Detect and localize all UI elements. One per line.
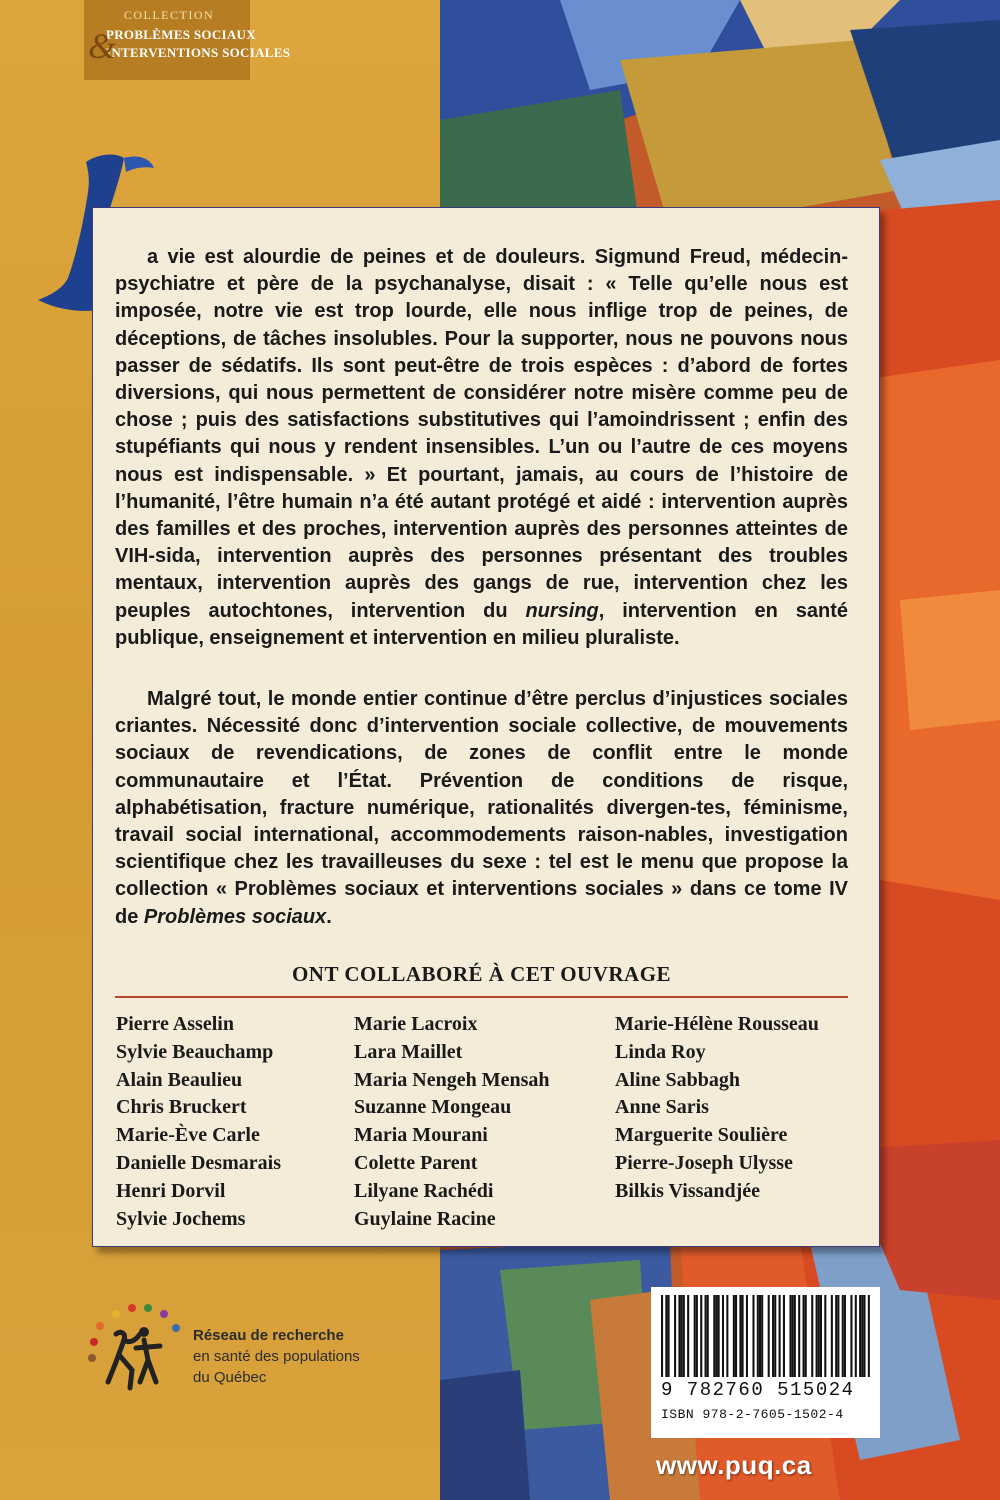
barcode-bar <box>768 1295 770 1377</box>
collaborators-rule <box>115 996 848 998</box>
collaborator-name: Pierre-Joseph Ulysse <box>615 1151 793 1174</box>
barcode-bar <box>696 1295 698 1377</box>
barcode-bar <box>674 1295 676 1377</box>
barcode-bars <box>661 1295 870 1377</box>
body-paragraph-1 <box>115 244 848 652</box>
barcode-bar <box>789 1295 791 1377</box>
collaborator-name: Marguerite Soulière <box>615 1124 788 1147</box>
collaborator-name: Lilyane Rachédi <box>354 1179 494 1202</box>
barcode-bar <box>681 1295 683 1377</box>
collaborator-name: Anne Saris <box>615 1096 709 1119</box>
barcode-bar <box>835 1295 837 1377</box>
collection-label: COLLECTION <box>123 8 215 22</box>
collaborator-name: Lara Maillet <box>354 1040 463 1063</box>
barcode-bar <box>811 1295 813 1377</box>
barcode-bar <box>707 1295 709 1377</box>
collaborators-column-1 <box>116 1011 281 1233</box>
nursing-word: nursing <box>525 599 599 622</box>
collaborator-name: Pierre Asselin <box>116 1013 234 1035</box>
network-name-line-1: Réseau de recherche <box>193 1327 344 1344</box>
network-name-line-3: du Québec <box>193 1369 267 1386</box>
paragraph-1-text: a vie est alourdie de peines et de douleurs. Sigmund Freud, médecin-psychiatre et père de la psychanalyse, disait : « Telle qu’elle nous est imposée, notre vie est trop lourde, elle nous inflige trop de peines, de déceptions, de tâches insolubles. Pour la supporter, nous ne pouvons nous passer de sédatifs. Ils sont peut-être de trois espèces : d’abord de fortes diversions, qui nous permettent de considérer notre misère comme peu de chose ; puis des satisfactions substitutives qui l’amoindrissent ; enfin des stupéfiants qui nous y rendent insensibles. L’un ou l’autre de ces moyens nous est indispensable. » Et pourtant, jamais, au cours de l’histoire de l’humanité, l’être humain n’a été autant protégé et aidé : intervention auprès des familles et des proches, intervention auprès des personnes atteintes de VIH-sida, intervention auprès des personnes présentant des troubles mentaux, intervention auprès des gangs de rue, intervention chez les peuples autochtones, intervention du <box>115 246 848 622</box>
barcode-bar <box>803 1295 805 1377</box>
collaborator-name: Aline Sabbagh <box>615 1068 741 1091</box>
barcode-bar <box>774 1295 776 1377</box>
barcode-bar <box>705 1295 707 1377</box>
barcode-bar <box>850 1295 852 1377</box>
barcode-bar <box>794 1295 796 1377</box>
barcode-bar <box>722 1295 724 1377</box>
barcode-bar <box>665 1295 667 1377</box>
barcode-bar <box>772 1295 774 1377</box>
collaborator-name: Chris Bruckert <box>116 1096 247 1119</box>
collaborator-name: Bilkis Vissandjée <box>615 1179 761 1202</box>
barcode-bar <box>816 1295 818 1377</box>
collaborator-name: Suzanne Mongeau <box>354 1096 512 1119</box>
collaborator-name: Maria Mourani <box>354 1124 488 1147</box>
collaborator-name: Sylvie Beauchamp <box>116 1040 274 1063</box>
barcode-bar <box>713 1295 715 1377</box>
paragraph-2-end: . <box>326 905 332 928</box>
people-network-icon <box>86 1300 186 1400</box>
collaborator-name: Sylvie Jochems <box>116 1207 246 1230</box>
isbn-number: ISBN 978-2-7605-1502-4 <box>661 1407 844 1422</box>
network-name-line-2: en santé des populations <box>193 1348 360 1365</box>
barcode-bar <box>726 1295 728 1377</box>
collaborators-column-3 <box>615 1011 819 1206</box>
barcode-bar <box>687 1295 689 1377</box>
barcode-bar <box>739 1295 741 1377</box>
collaborator-name: Marie-Ève Carle <box>116 1124 260 1147</box>
barcode-bar <box>861 1295 863 1377</box>
barcode-bar <box>735 1295 737 1377</box>
collection-badge <box>84 0 291 80</box>
barcode-bar <box>863 1295 865 1377</box>
collection-title-line-1: PROBLÈMES SOCIAUX <box>106 27 256 42</box>
barcode-bar <box>844 1295 846 1377</box>
barcode-bar <box>668 1295 670 1377</box>
barcode-bar <box>661 1295 663 1377</box>
barcode-bar <box>752 1295 754 1377</box>
barcode-bar <box>792 1295 794 1377</box>
collection-title-line-2: INTERVENTIONS SOCIALES <box>106 45 291 60</box>
barcode-number: 9 782760 515024 <box>661 1379 855 1401</box>
barcode-bar <box>733 1295 735 1377</box>
barcode-bar <box>831 1295 833 1377</box>
barcode-bar <box>805 1295 807 1377</box>
barcode-bar <box>837 1295 839 1377</box>
collaborator-name: Henri Dorvil <box>116 1179 226 1202</box>
barcode-bar <box>678 1295 680 1377</box>
barcode-bar <box>820 1295 822 1377</box>
collaborator-name: Marie-Hélène Rousseau <box>615 1013 819 1035</box>
barcode-bar <box>746 1295 748 1377</box>
barcode-bar <box>842 1295 844 1377</box>
collaborator-name: Linda Roy <box>615 1040 706 1063</box>
network-name <box>193 1325 360 1388</box>
barcode-bar <box>859 1295 861 1377</box>
collaborator-name: Alain Beaulieu <box>116 1068 243 1091</box>
collaborators-column-2 <box>354 1011 550 1233</box>
collaborator-name: Guylaine Racine <box>354 1207 496 1230</box>
collaborators-title: ONT COLLABORÉ À CET OUVRAGE <box>291 962 672 986</box>
collection-ampersand: & <box>88 26 117 66</box>
barcode-bar <box>798 1295 800 1377</box>
collaborator-name: Marie Lacroix <box>354 1013 478 1035</box>
paragraph-1-end: , intervention en santé publique, enseignement et intervention en milieu pluraliste. <box>115 599 849 649</box>
book-title: Problèmes sociaux <box>143 905 327 928</box>
collaborator-name: Maria Nengeh Mensah <box>354 1068 550 1091</box>
barcode-bar <box>824 1295 826 1377</box>
barcode-bar <box>700 1295 702 1377</box>
barcode-bar <box>742 1295 744 1377</box>
barcode-bar <box>868 1295 870 1377</box>
barcode-bar <box>757 1295 759 1377</box>
barcode-bar <box>759 1295 761 1377</box>
barcode-bar <box>718 1295 720 1377</box>
barcode-bar <box>683 1295 685 1377</box>
collaborator-name: Danielle Desmarais <box>116 1151 281 1174</box>
paragraph-2-text: Malgré tout, le monde entier continue d’être perclus d’injustices sociales criantes. Nécessité donc d’intervention sociale collective, de mouvements sociaux de revendications, de zones de conflit entre le monde communautaire et l’État. Prévention de conditions de risque, alphabétisation, fracture numérique, rationalités divergen-tes, féminisme, travail social international, accommodements raison-nables, investigation scientifique chez les travailleuses du sexe : tel est le menu que propose la collection « Problèmes sociaux et interventions sociales » dans ce tome IV de <box>115 688 848 928</box>
barcode-bar <box>694 1295 696 1377</box>
barcode-bar <box>855 1295 857 1377</box>
barcode-bar <box>715 1295 717 1377</box>
barcode-bar <box>783 1295 785 1377</box>
barcode-bar <box>818 1295 820 1377</box>
body-paragraph-2 <box>115 686 848 931</box>
barcode <box>651 1287 880 1438</box>
barcode-bar <box>761 1295 763 1377</box>
barcode-bar <box>779 1295 781 1377</box>
collaborator-name: Colette Parent <box>354 1151 478 1174</box>
publisher-website: www.puq.ca <box>656 1450 812 1480</box>
